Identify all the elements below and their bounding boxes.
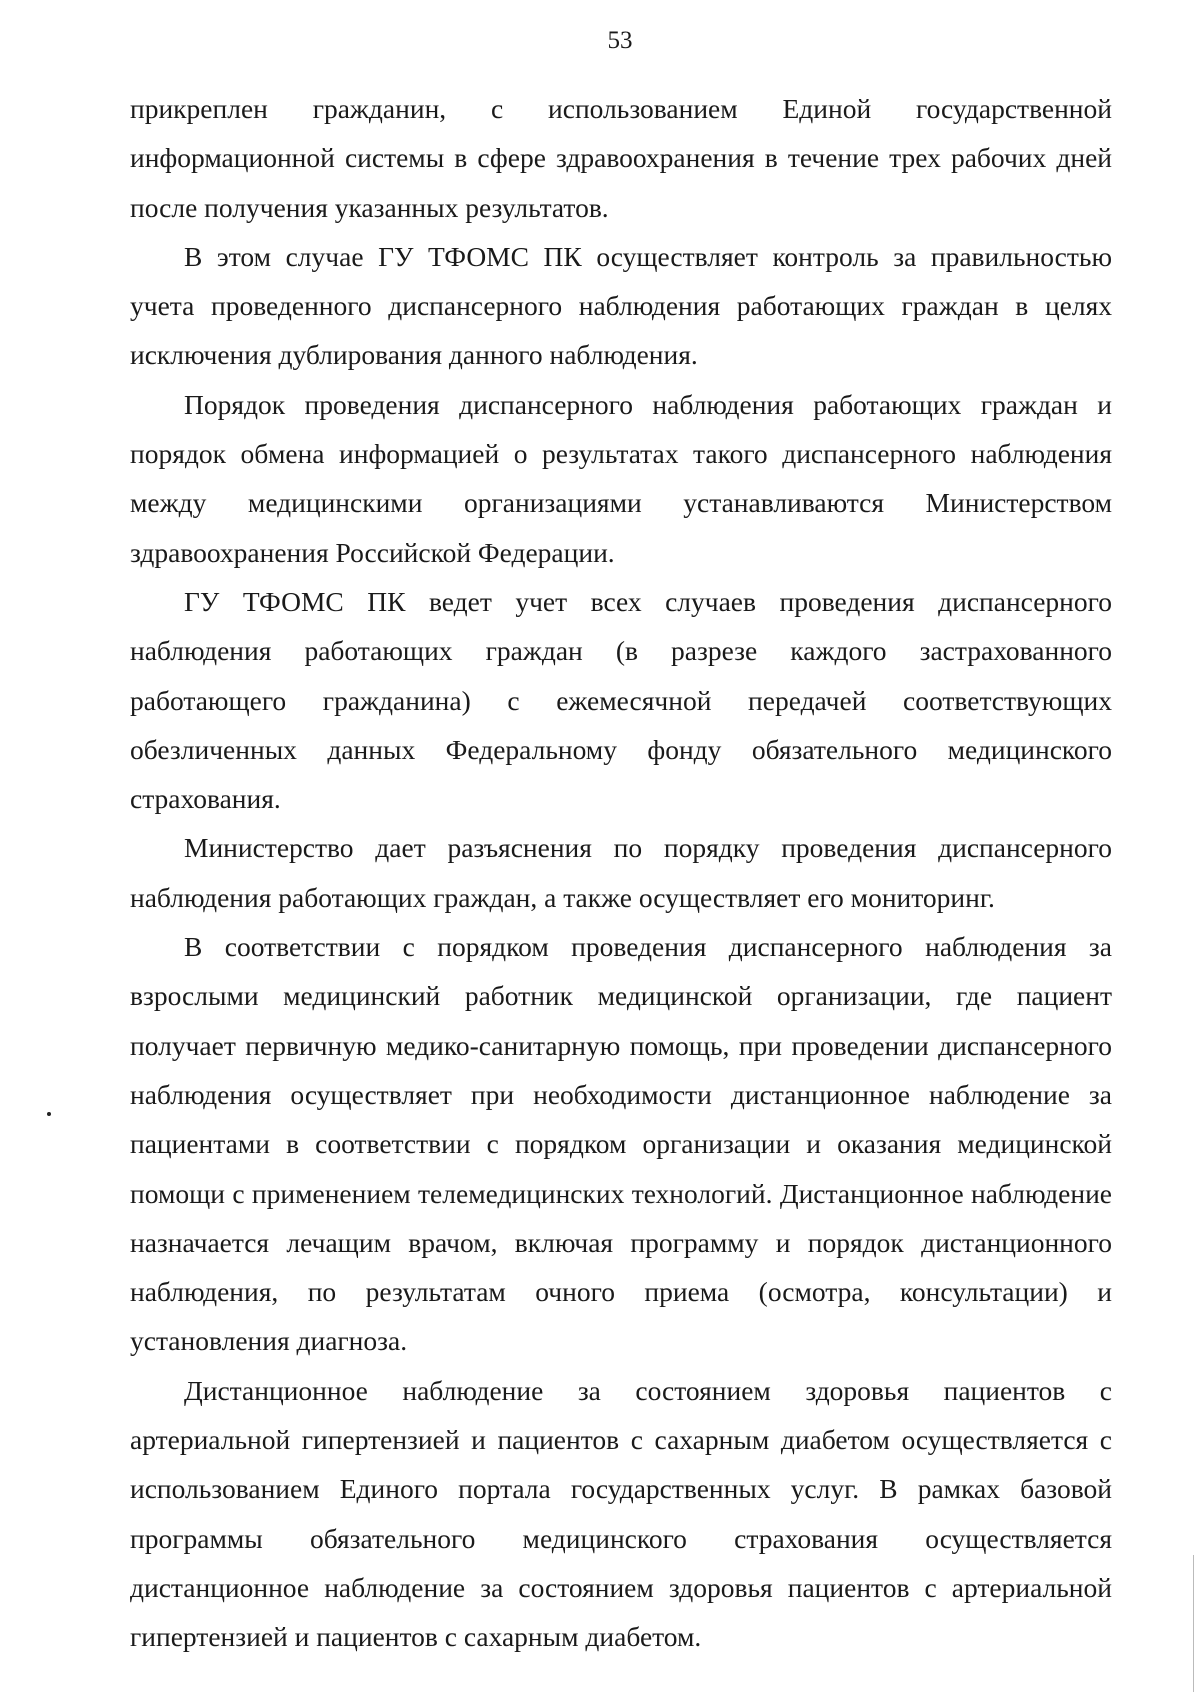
paragraph: ГУ ТФОМС ПК ведет учет всех случаев проведения диспансерного наблюдения работающих граждан (в разрезе каждого застрахованного работающего гражданина) с ежемесячной передачей соответствующих обезличенных данных Федеральному фонду обязательного медицинского страхования. [130,585,1112,815]
paragraph: В соответствии с порядком проведения диспансерного наблюдения за взрослыми медицинский работник медицинской организации, где пациент получает первичную медико-санитарную помощь, при проведении диспансерного наблюдения осуществляет при необходимости дистанционное наблюдение за пациентами в соответствии с порядком организации и оказания медицинской помощи с применением телемедицинских технологий. Дистанционное наблюдение назначается лечащим врачом, включая программу и порядок дистанционного наблюдения, по результатам очного приема (осмотра, консультации) и установления диагноза. [130,931,1112,1357]
page-number: 53 [607,27,633,54]
paragraph: Дистанционное наблюдение за состоянием здоровья пациентов с артериальной гипертензией и пациентов с сахарным диабетом осуществляется с использованием Единого портала государственных услуг. В рамках базовой программы обязательного медицинского страхования осуществляется дистанционное наблюдение за состоянием здоровья пациентов с артериальной гипертензией и пациентов с сахарным диабетом. [130,1374,1112,1653]
paragraph: прикреплен гражданин, с использованием Единой государственной информационной системы в сфере здравоохранения в течение трех рабочих дней после получения указанных результатов. [130,93,1112,223]
paragraph: В этом случае ГУ ТФОМС ПК осуществляет контроль за правильностью учета проведенного диспансерного наблюдения работающих граждан в целях исключения дублирования данного наблюдения. [130,240,1112,371]
scan-artifact-dot [47,1112,51,1116]
paragraph: Порядок проведения диспансерного наблюдения работающих граждан и порядок обмена информацией о результатах такого диспансерного наблюдения между медицинскими организациями устанавливаются Министерством здравоохранения Российской Федерации. [130,388,1112,568]
document-body [130,84,1112,1662]
paragraph: Министерство дает разъяснения по порядку проведения диспансерного наблюдения работающих граждан, а также осуществляет его мониторинг. [130,832,1112,913]
scan-artifact-edge [1193,1555,1194,1692]
